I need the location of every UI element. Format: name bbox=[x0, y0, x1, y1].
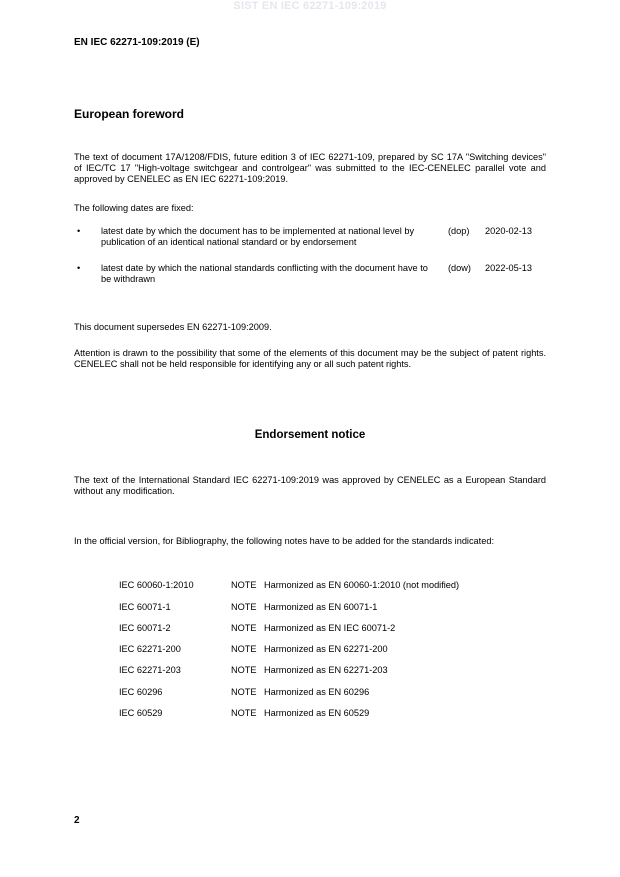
document-header: EN IEC 62271-109:2019 (E) bbox=[74, 37, 200, 48]
dates-intro: The following dates are fixed: bbox=[74, 203, 194, 213]
date-item-text: latest date by which the national standards conflicting with the document have to be withdrawn bbox=[101, 263, 428, 284]
note-standard: IEC 60296 bbox=[119, 687, 163, 697]
note-label: NOTE bbox=[231, 580, 257, 590]
page-number: 2 bbox=[74, 815, 80, 826]
note-standard: IEC 62271-203 bbox=[119, 665, 181, 675]
bullet-icon: • bbox=[77, 226, 81, 236]
note-label: NOTE bbox=[231, 602, 257, 612]
supersedes-note: This document supersedes EN 62271-109:2009. bbox=[74, 322, 272, 332]
note-standard: IEC 60071-1 bbox=[119, 602, 171, 612]
watermark: SIST EN IEC 62271-109:2019 bbox=[233, 0, 387, 12]
note-label: NOTE bbox=[231, 623, 257, 633]
endorsement-title: Endorsement notice bbox=[254, 429, 366, 441]
note-text: Harmonized as EN 62271-200 bbox=[264, 644, 388, 654]
foreword-intro: The text of document 17A/1208/FDIS, future edition 3 of IEC 62271-109, prepared by SC 17A "Switching devices" of IEC/TC 17 "High-voltage switchgear and controlgear" was submitted to the IEC-CENELEC parallel vote and approved by CENELEC as EN IEC 62271-109:2019. bbox=[74, 152, 546, 184]
note-text: Harmonized as EN IEC 60071-2 bbox=[264, 623, 396, 633]
note-standard: IEC 60529 bbox=[119, 708, 163, 718]
note-label: NOTE bbox=[231, 687, 257, 697]
endorsement-text: The text of the International Standard IEC 62271-109:2019 was approved by CENELEC as a European Standard without any modification. bbox=[74, 475, 546, 496]
date-item-code: (dow) bbox=[448, 263, 471, 273]
note-label: NOTE bbox=[231, 708, 257, 718]
note-label: NOTE bbox=[231, 644, 257, 654]
foreword-title: European foreword bbox=[74, 107, 185, 121]
date-item-date: 2020-02-13 bbox=[485, 226, 532, 236]
note-standard: IEC 62271-200 bbox=[119, 644, 181, 654]
note-label: NOTE bbox=[231, 665, 257, 675]
date-item-date: 2022-05-13 bbox=[485, 263, 532, 273]
bibliography-intro: In the official version, for Bibliography, the following notes have to be added for the standards indicated: bbox=[74, 536, 494, 546]
date-item-code: (dop) bbox=[448, 226, 470, 236]
note-standard: IEC 60071-2 bbox=[119, 623, 171, 633]
note-text: Harmonized as EN 60060-1:2010 (not modified) bbox=[264, 580, 460, 590]
note-standard: IEC 60060-1:2010 bbox=[119, 580, 194, 590]
note-text: Harmonized as EN 60529 bbox=[264, 708, 370, 718]
note-text: Harmonized as EN 60071-1 bbox=[264, 602, 378, 612]
date-item-text: latest date by which the document has to be implemented at national level by publication of an identical national standard or by endorsement bbox=[101, 226, 415, 247]
patent-notice: Attention is drawn to the possibility that some of the elements of this document may be the subject of patent rights. CENELEC shall not be held responsible for identifying any or all such patent rights. bbox=[74, 348, 546, 369]
note-text: Harmonized as EN 62271-203 bbox=[264, 665, 388, 675]
bullet-icon: • bbox=[77, 263, 81, 273]
note-text: Harmonized as EN 60296 bbox=[264, 687, 370, 697]
